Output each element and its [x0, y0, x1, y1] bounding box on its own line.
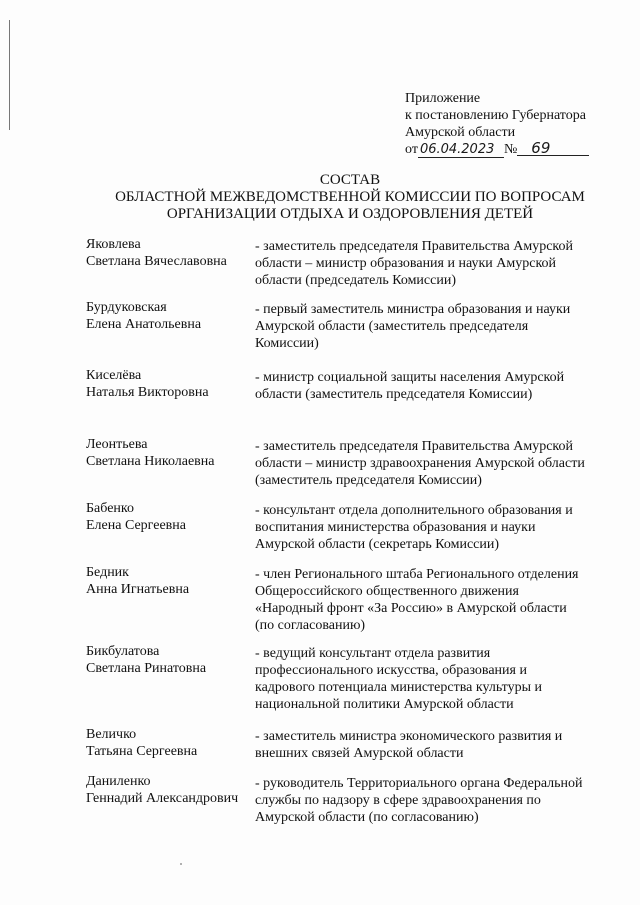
- member-given-name: Светлана Ринатовна: [86, 661, 207, 676]
- number-label: №: [503, 142, 518, 157]
- member-given-name: Анна Игнатьевна: [86, 582, 190, 597]
- appendix-date-line: [405, 141, 589, 158]
- member-name: [86, 643, 251, 677]
- member-row: [86, 299, 596, 367]
- member-row: [86, 564, 596, 643]
- member-row: [86, 726, 596, 773]
- date-prefix: от: [405, 142, 418, 157]
- member-given-name: Наталья Викторовна: [86, 385, 209, 400]
- member-role: - руководитель Территориального органа Федеральной службы по надзору в сфере здравоохранения по Амурской области (по согласованию): [255, 776, 583, 825]
- member-given-name: Геннадий Александрович: [86, 791, 239, 806]
- member-surname: Величко: [86, 727, 137, 742]
- member-role: - ведущий консультант отдела развития профессионального искусства, образования и кадрового потенциала министерства культуры и национальной политики Амурской области: [255, 646, 542, 712]
- members-list: [86, 236, 596, 845]
- member-role: - член Регионального штаба Регионального отделения Общероссийского общественного движения «Народный фронт «За Россию» в Амурской области (по согласованию): [255, 567, 579, 633]
- member-given-name: Светлана Николаевна: [86, 454, 215, 469]
- member-row: [86, 500, 596, 564]
- member-row: [86, 436, 596, 500]
- appendix-line-1: Приложение: [405, 91, 481, 106]
- member-row: [86, 643, 596, 726]
- member-surname: Леонтьева: [86, 437, 148, 452]
- member-surname: Бикбулатова: [86, 644, 160, 659]
- member-name: [86, 726, 251, 760]
- appendix-line-3: Амурской области: [405, 125, 516, 140]
- appendix-header: [405, 90, 589, 158]
- member-row: [86, 367, 596, 436]
- member-name: [86, 773, 251, 807]
- handwritten-date: 06.04.2023: [418, 143, 504, 158]
- member-role: - министр социальной защиты населения Амурской области (заместитель председателя Комиссии): [255, 370, 565, 402]
- member-surname: Бурдуковская: [86, 300, 167, 315]
- member-name: [86, 500, 251, 534]
- member-surname: Яковлева: [86, 237, 141, 252]
- margin-line: [9, 20, 10, 130]
- title-line-3: ОРГАНИЗАЦИИ ОТДЫХА И ОЗДОРОВЛЕНИЯ ДЕТЕЙ: [166, 206, 534, 222]
- document-title: [100, 172, 600, 223]
- member-surname: Бабенко: [86, 501, 134, 516]
- member-given-name: Татьяна Сергеевна: [86, 744, 198, 759]
- member-name: [86, 299, 251, 333]
- appendix-line-2: к постановлению Губернатора: [405, 108, 586, 123]
- member-row: [86, 236, 596, 299]
- member-name: [86, 564, 251, 598]
- member-role: - первый заместитель министра образования и науки Амурской области (заместитель председателя Комиссии): [255, 302, 571, 351]
- member-name: [86, 236, 251, 270]
- handwritten-number: 69: [517, 141, 589, 156]
- member-surname: Даниленко: [86, 774, 151, 789]
- member-row: [86, 773, 596, 845]
- member-role: - заместитель министра экономического развития и внешних связей Амурской области: [255, 729, 563, 761]
- member-given-name: Елена Анатольевна: [86, 317, 202, 332]
- title-line-1: СОСТАВ: [319, 172, 381, 188]
- member-surname: Киселёва: [86, 368, 142, 383]
- member-given-name: Елена Сергеевна: [86, 518, 186, 533]
- scan-speck: [180, 863, 182, 865]
- member-role: - заместитель председателя Правительства Амурской области – министр образования и науки Амурской области (председатель Комиссии): [255, 239, 574, 288]
- member-role: - консультант отдела дополнительного образования и воспитания министерства образования и науки Амурской области (секретарь Комиссии): [255, 503, 573, 552]
- member-surname: Бедник: [86, 565, 129, 580]
- member-name: [86, 436, 251, 470]
- title-line-2: ОБЛАСТНОЙ МЕЖВЕДОМСТВЕННОЙ КОМИССИИ ПО ВОПРОСАМ: [115, 189, 585, 205]
- member-given-name: Светлана Вячеславовна: [86, 254, 227, 269]
- member-role: - заместитель председателя Правительства Амурской области – министр здравоохранения Амурской области (заместитель председателя Комиссии): [255, 439, 585, 488]
- member-name: [86, 367, 251, 401]
